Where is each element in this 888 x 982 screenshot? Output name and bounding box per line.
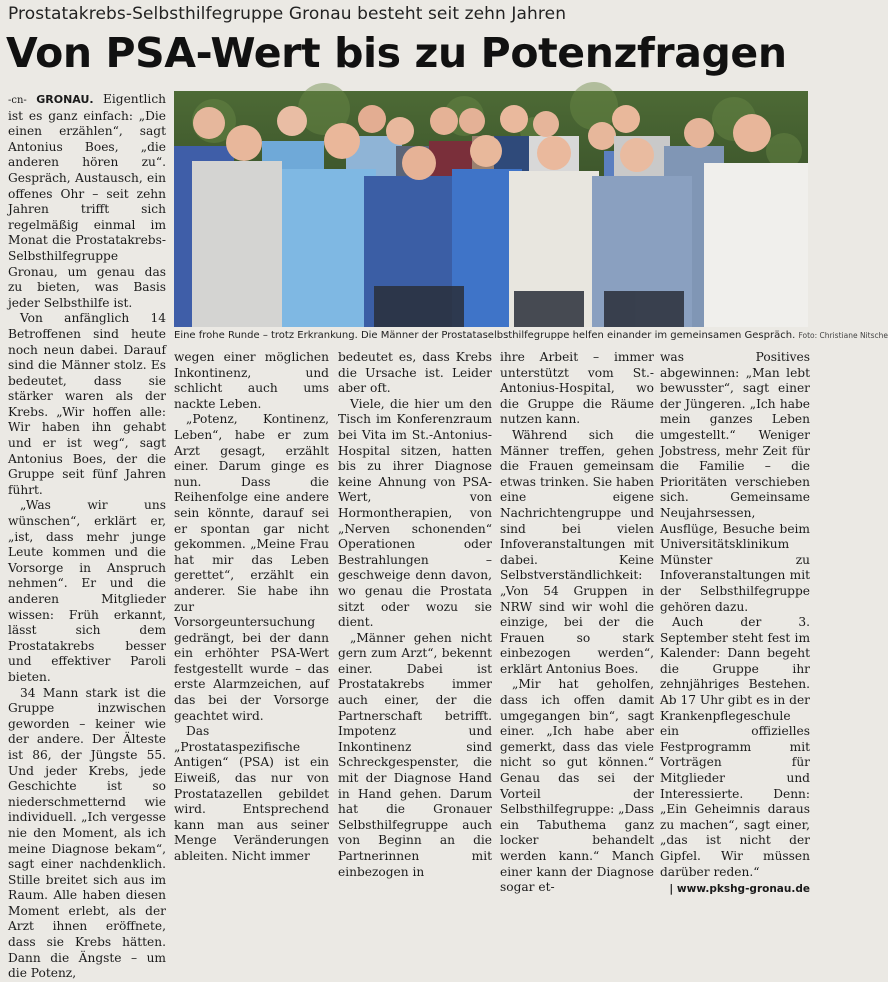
article-paragraph: ihre Arbeit – immer unterstützt vom St.-Antonius-Hospital, wo die Gruppe die Räume nutzen kann.: [500, 350, 654, 427]
article-column-2: [174, 350, 329, 863]
article-paragraph: Von anfänglich 14 Betroffenen sind heute noch neun dabei. Darauf sind die Männer stolz. Es bedeutet, dass sie stärker waren als der Krebs. „Wir hoffen alle: Wir haben ihn gehabt und er ist weg“, sagt Antonius Boes, der die Gruppe seit fünf Jahren führt.: [8, 311, 166, 497]
article-paragraph: bedeutet es, dass Krebs die Ursache ist. Leider aber oft.: [338, 350, 492, 396]
article-headline: Von PSA-Wert bis zu Potenzfragen: [6, 29, 787, 77]
dateline: GRONAU.: [36, 93, 94, 106]
article-paragraph: „Potenz, Kontinenz, Leben“, habe er zum Arzt gesagt, erzählt einer. Darum ginge es nun. Dass die Reihenfolge eine andere sein könnte, darauf sei er spontan gar nicht gekommen. „Meine Frau hat mir das Leben gerettet“, erzählt ein anderer. Sie habe ihn zur Vorsorgeuntersuchung gedrängt, bei der dann ein erhöhter PSA-Wert festgestellt wurde – das erste Alarmzeichen, auf das bei der Vorsorge geachtet wird.: [174, 412, 329, 723]
article-paragraph: Das „Prostataspezifische Antigen“ (PSA) ist ein Eiweiß, das nur von Prostatazellen gebildet wird. Entsprechend kann man aus seiner Menge Veränderungen ableiten. Nicht immer: [174, 724, 329, 863]
article-paragraph: „Was wir uns wünschen“, erklärt er, „ist, dass mehr junge Leute kommen und die Vorsorge in Anspruch nehmen“. Er und die anderen Mitglieder wissen: Früh erkannt, lässt sich dem Prostatakrebs besser und effektiver Paroli bieten.: [8, 498, 166, 684]
photo-caption-text: Eine frohe Runde – trotz Erkrankung. Die Männer der Prostataselbsthilfegruppe helfen einander im gemeinsamen Gespräch.: [174, 330, 796, 341]
article-paragraph: „Mir hat geholfen, dass ich offen damit umgegangen bin“, sagt einer. „Ich habe aber gemerkt, dass das viele nicht so gut können.“ Genau das sei der Vorteil der Selbsthilfegruppe: „Dass ein Tabuthema ganz locker behandelt werden kann.“ Manch einer kann der Diagnose sogar et-: [500, 677, 654, 895]
article-paragraph: wegen einer möglichen Inkontinenz, und schlicht auch ums nackte Leben.: [174, 350, 329, 411]
website-link[interactable]: | www.pkshg-gronau.de: [669, 883, 810, 896]
article-column-4: [500, 350, 654, 895]
article-paragraph: Während sich die Männer treffen, gehen die Frauen gemeinsam etwas trinken. Sie haben eine eigene Nachrichtengruppe und sind bei vielen Infoveranstaltungen mit dabei. Keine Selbstverständlichkeit: „Von 54 Gruppen in NRW sind wir wohl die einzige, bei der die Frauen so stark einbezogen werden“, erklärt Antonius Boes.: [500, 427, 654, 676]
article-kicker: Prostatakrebs-Selbsthilfegruppe Gronau besteht seit zehn Jahren: [8, 4, 567, 24]
photo-credit: Foto: Christiane Nitsche: [798, 331, 888, 340]
article-paragraph: -cn- GRONAU. Eigentlich ist es ganz einfach: „Die einen erzählen“, sagt Antonius Boes, „die anderen hören zu“. Gespräch, Austausch, ein offenes Ohr – seit zehn Jahren trifft sich regelmäßig einmal im Monat die Prostatakrebs-Selbsthilfegruppe Gronau, um genau das zu bieten, was Basis jeder Selbsthilfe ist.: [8, 92, 166, 310]
article-paragraph: was Positives abgewinnen: „Man lebt bewusster“, sagt einer der Jüngeren. „Ich habe mein ganzes Leben umgestellt.“ Weniger Jobstress, mehr Zeit für die Familie – die Prioritäten verschieben sich. Gemeinsame Neujahrsessen, Ausflüge, Besuche beim Universitätsklinikum Münster zu Infoveranstaltungen mit der Selbsthilfegruppe gehören dazu.: [660, 350, 810, 614]
article-paragraph: „Männer gehen nicht gern zum Arzt“, bekennt einer. Dabei ist Prostatakrebs immer auch einer, der die Partnerschaft betrifft. Impotenz und Inkontinenz sind Schreckgespenster, die mit der Diagnose Hand in Hand gehen. Darum hat die Gronauer Selbsthilfegruppe auch von Beginn an die Partnerinnen mit einbezogen in: [338, 630, 492, 879]
article-paragraph: 34 Mann stark ist die Gruppe inzwischen geworden – keiner wie der andere. Der Älteste ist 86, der Jüngste 55. Und jeder Krebs, jede Geschichte ist so niederschmetternd wie individuell. „Ich vergesse nie den Moment, als ich meine Diagnose bekam“, sagt einer nachdenklich. Stille breitet sich aus im Raum. Alle haben diesen Moment erlebt, als der Arzt ihnen eröffnete, dass sie Krebs hätten. Dann die Ängste – um die Potenz,: [8, 685, 166, 981]
photo-caption: [174, 330, 888, 341]
article-paragraph: Auch der 3. September steht fest im Kalender: Dann begeht die Gruppe ihr zehnjähriges Bestehen. Ab 17 Uhr gibt es in der Krankenpflegeschule ein offizielles Festprogramm mit Vorträgen für Mitglieder und Interessierte. Denn: „Ein Geheimnis daraus zu machen“, sagt einer, „das ist nicht der Gipfel. Wir müssen darüber reden.“: [660, 615, 810, 879]
byline: -cn-: [8, 95, 27, 106]
article-column-3: [338, 350, 492, 879]
group-photo-illustration: [174, 91, 808, 327]
article-column-5: [660, 350, 810, 896]
article-column-1: [8, 92, 166, 981]
article-paragraph: Viele, die hier um den Tisch im Konferenzraum bei Vita im St.-Antonius-Hospital sitzen, hatten bis zu ihrer Diagnose keine Ahnung von PSA-Wert, von Hormontherapien, von „Nerven schonenden“ Operationen oder Bestrahlungen – geschweige denn davon, wo genau die Prostata sitzt oder wozu sie dient.: [338, 396, 492, 630]
group-photo: [174, 91, 808, 327]
